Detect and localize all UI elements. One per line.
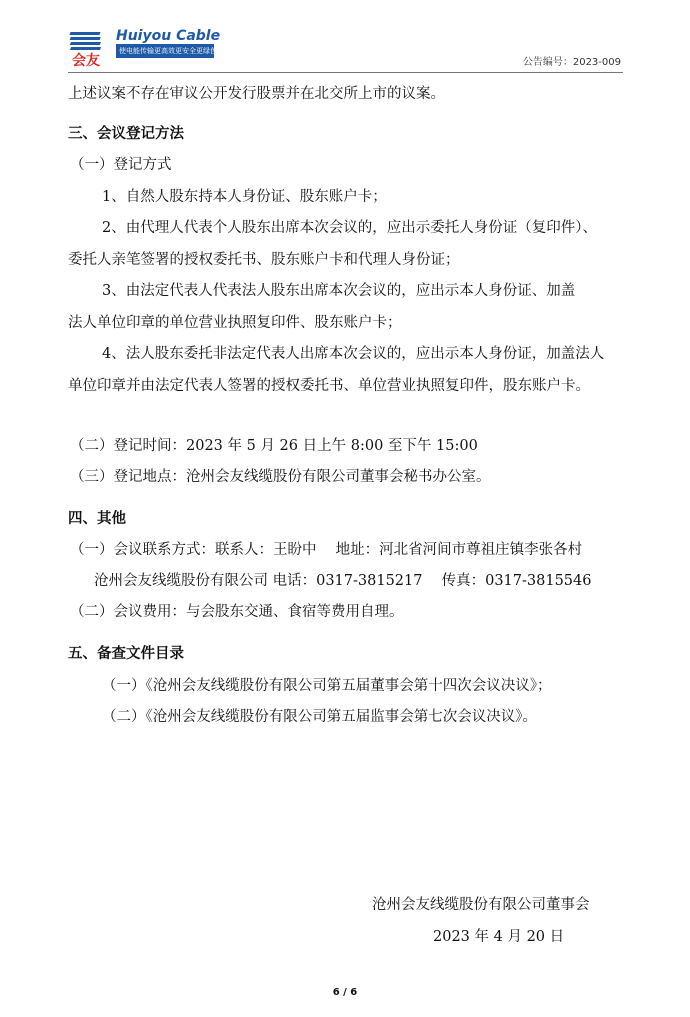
registration-item-4-line-1: 4、法人股东委托非法定代表人出席本次会议的，应出示本人身份证，加盖法人	[102, 346, 605, 362]
section-4-title: 四、其他	[68, 511, 126, 527]
registration-item-1: 1、自然人股东持本人身份证、股东账户卡；	[102, 189, 387, 205]
page-number: 6 / 6	[332, 987, 358, 998]
body-line: 上述议案不存在审议公开发行股票并在北交所上市的议案。	[68, 86, 445, 102]
signature-date: 2023 年 4 月 20 日	[433, 929, 565, 945]
section-3-sub-2: （二）登记时间：2023 年 5 月 26 日上午 8:00 至下午 15:00	[70, 438, 478, 454]
section-5-title: 五、备查文件目录	[68, 646, 184, 662]
section-4-sub-1-line-2: 沧州会友线缆股份有限公司 电话：0317-3815217 传真：0317-3815546	[94, 573, 592, 589]
logo-brand-text: Huiyou Cable	[116, 28, 221, 44]
registration-item-3-line-2: 法人单位印章的单位营业执照复印件、股东账户卡；	[68, 315, 402, 331]
registration-item-2-line-1: 2、由代理人代表个人股东出席本次会议的，应出示委托人身份证（复印件）、	[102, 220, 597, 236]
section-3-sub-3: （三）登记地点：沧州会友线缆股份有限公司董事会秘书办公室。	[70, 469, 491, 485]
registration-item-4-line-2: 单位印章并由法定代表人签署的授权委托书、单位营业执照复印件，股东账户卡。	[68, 378, 590, 394]
logo-slogan-text: 使电能传输更高效更安全更绿色	[119, 47, 217, 55]
signature-company: 沧州会友线缆股份有限公司董事会	[372, 897, 590, 913]
reference-doc-1: （一）《沧州会友线缆股份有限公司第五届董事会第十四次会议决议》；	[102, 678, 552, 694]
section-3-sub-1: （一）登记方式	[70, 157, 172, 173]
section-4-sub-2: （二）会议费用：与会股东交通、食宿等费用自理。	[70, 604, 404, 620]
section-3-title: 三、会议登记方法	[68, 126, 184, 142]
logo-cn-text: 会友	[72, 53, 100, 69]
reference-doc-2: （二）《沧州会友线缆股份有限公司第五届监事会第七次会议决议》。	[102, 709, 537, 725]
document-body	[68, 0, 628, 960]
notice-number: 公告编号：2023-009	[522, 57, 621, 68]
section-4-sub-1-line-1: （一）会议联系方式：联系人：王盼中 地址：河北省河间市尊祖庄镇李张各村	[70, 542, 583, 558]
registration-item-2-line-2: 委托人亲笔签署的授权委托书、股东账户卡和代理人身份证；	[68, 252, 460, 268]
registration-item-3-line-1: 3、由法定代表人代表法人股东出席本次会议的，应出示本人身份证、加盖	[102, 283, 576, 299]
